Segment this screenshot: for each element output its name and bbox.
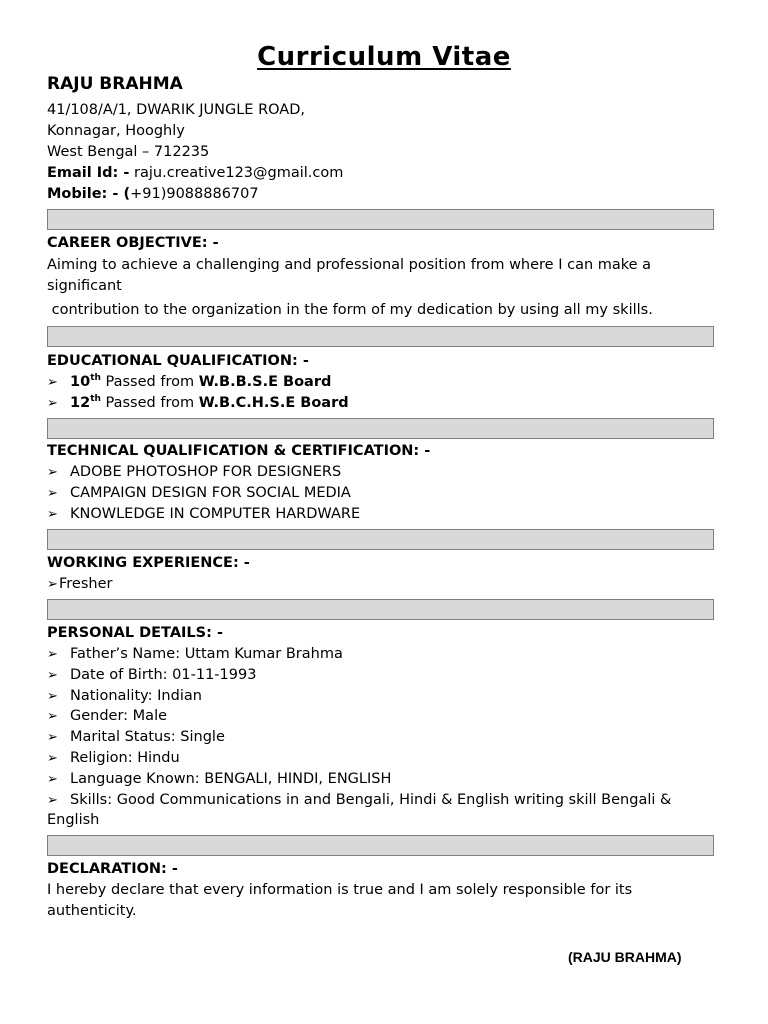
bullet-arrow-icon: ➢ (47, 375, 58, 390)
section-divider (47, 599, 714, 620)
technical-item-text: ADOBE PHOTOSHOP FOR DESIGNERS (70, 464, 342, 480)
bullet-arrow-icon: ➢ (47, 577, 58, 592)
bullet-arrow-icon: ➢ (47, 465, 58, 480)
address-line-2: Konnagar, Hooghly (47, 123, 185, 139)
personal-item-text: Language Known: BENGALI, HINDI, ENGLISH (70, 771, 392, 787)
personal-item (47, 644, 343, 665)
education-level: 12 (70, 395, 91, 411)
bullet-arrow-icon: ➢ (47, 396, 58, 411)
bullet-arrow-icon: ➢ (47, 709, 58, 724)
experience-item-text: Fresher (59, 576, 113, 592)
bullet-arrow-icon: ➢ (47, 793, 58, 808)
technical-item (47, 483, 351, 504)
mobile-line (47, 184, 259, 204)
career-objective-heading: CAREER OBJECTIVE: - (47, 235, 219, 251)
personal-item (47, 748, 180, 769)
experience-heading: WORKING EXPERIENCE: - (47, 555, 250, 571)
signature-name: (RAJU BRAHMA) (568, 949, 682, 965)
bullet-arrow-icon: ➢ (47, 507, 58, 522)
declaration-heading: DECLARATION: - (47, 861, 178, 877)
mobile-label: Mobile: - ( (47, 186, 131, 202)
address-line-1: 41/108/A/1, DWARIK JUNGLE ROAD, (47, 102, 305, 118)
candidate-name: RAJU BRAHMA (47, 74, 183, 94)
personal-item (47, 790, 671, 811)
personal-item (47, 706, 167, 727)
section-divider (47, 326, 714, 347)
section-divider (47, 529, 714, 550)
email-label: Email Id: - (47, 165, 130, 181)
bullet-arrow-icon: ➢ (47, 689, 58, 704)
bullet-arrow-icon: ➢ (47, 668, 58, 683)
personal-heading: PERSONAL DETAILS: - (47, 625, 223, 641)
bullet-arrow-icon: ➢ (47, 730, 58, 745)
technical-item (47, 504, 360, 525)
personal-item-text: Father’s Name: Uttam Kumar Brahma (70, 646, 343, 662)
education-text: Passed from (100, 374, 199, 390)
personal-skills-line-1: Skills: Good Communications in and Bengali, Hindi & English writing skill Bengali & (70, 792, 672, 808)
declaration-line-1: I hereby declare that every information is true and I am solely responsible for its (47, 882, 633, 898)
section-divider (47, 835, 714, 856)
career-objective-line-3: contribution to the organization in the form of my dedication by using all my skills. (47, 302, 653, 318)
declaration-line-2: authenticity. (47, 903, 137, 919)
personal-item (47, 686, 202, 707)
career-objective-line-1: Aiming to achieve a challenging and professional position from where I can make a (47, 257, 652, 273)
mobile-value: +91)9088886707 (130, 186, 259, 202)
education-level-suffix: th (90, 373, 101, 383)
education-level: 10 (70, 374, 91, 390)
personal-item-text: Religion: Hindu (70, 750, 180, 766)
education-item (47, 372, 331, 393)
personal-item-text: Marital Status: Single (70, 729, 225, 745)
education-text: Passed from (100, 395, 199, 411)
experience-item (47, 574, 112, 595)
technical-item (47, 462, 341, 483)
technical-item-text: KNOWLEDGE IN COMPUTER HARDWARE (70, 506, 361, 522)
education-level-suffix: th (90, 394, 101, 404)
technical-heading: TECHNICAL QUALIFICATION & CERTIFICATION: - (47, 443, 431, 459)
education-board: W.B.C.H.S.E Board (198, 395, 349, 411)
address-line-3: West Bengal – 712235 (47, 144, 210, 160)
personal-item-text: Date of Birth: 01-11-1993 (70, 667, 257, 683)
bullet-arrow-icon: ➢ (47, 486, 58, 501)
technical-item-text: CAMPAIGN DESIGN FOR SOCIAL MEDIA (70, 485, 351, 501)
bullet-arrow-icon: ➢ (47, 647, 58, 662)
personal-skills-line-2: English (47, 812, 100, 828)
email-value: raju.creative123@gmail.com (134, 165, 344, 181)
career-objective-line-2: significant (47, 278, 122, 294)
education-board: W.B.B.S.E Board (198, 374, 332, 390)
personal-item (47, 665, 256, 686)
bullet-arrow-icon: ➢ (47, 751, 58, 766)
personal-item-text: Gender: Male (70, 708, 168, 724)
bullet-arrow-icon: ➢ (47, 772, 58, 787)
education-item (47, 393, 349, 414)
personal-item (47, 727, 225, 748)
education-heading: EDUCATIONAL QUALIFICATION: - (47, 353, 309, 369)
personal-item-text: Nationality: Indian (70, 688, 202, 704)
email-line (47, 163, 343, 183)
document-title: Curriculum Vitae (257, 42, 511, 72)
personal-item (47, 769, 391, 790)
section-divider (47, 418, 714, 439)
section-divider (47, 209, 714, 230)
